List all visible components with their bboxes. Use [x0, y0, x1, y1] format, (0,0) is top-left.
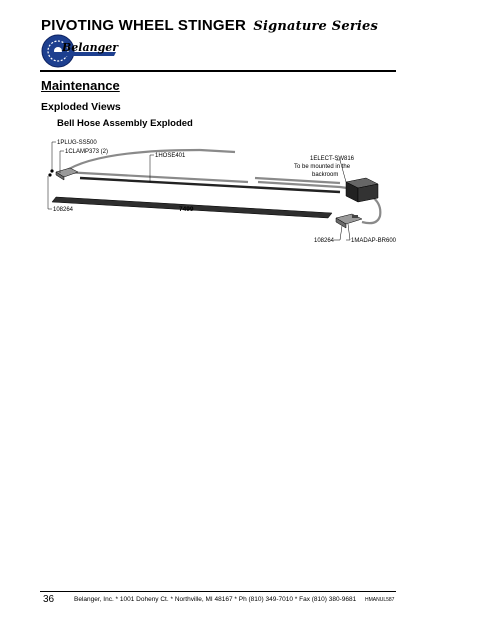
series-subtitle: Signature Series [253, 19, 378, 34]
section-title: Maintenance [41, 78, 120, 93]
logo-wordmark: Belanger [62, 41, 119, 54]
footer-address: Belanger, Inc. * 1001 Doheny Ct. * Northville, MI 48167 * Ph (810) 349-7010 * Fax (810) 380-9681 [74, 596, 357, 603]
label-part-left: 108264 [53, 207, 74, 213]
label-part-right: 108264 [314, 238, 335, 244]
footer-divider [40, 591, 396, 592]
electrical-switch-box [346, 178, 378, 202]
left-fitting-108264 [48, 168, 78, 180]
footer-doc-code: HMANUL587 [365, 597, 395, 603]
right-fitting-108264 [336, 214, 362, 228]
label-mount-2: backroom [312, 172, 339, 178]
bell-hose-exploded-diagram [40, 134, 440, 264]
label-elect: 1ELECT-SW816 [310, 156, 355, 162]
label-adapter: 1MADAP-BR600 [351, 238, 397, 244]
page-title [41, 17, 378, 34]
page-title-main: PIVOTING WHEEL STINGER [41, 17, 246, 34]
label-clamp: 1CLAMP373 (2) [65, 149, 109, 155]
subsection-title: Exploded Views [41, 101, 121, 113]
label-hose: 1HOSE401 [155, 153, 186, 159]
belanger-logo [40, 33, 120, 69]
label-plug: 1PLUG-SS500 [57, 140, 97, 146]
page-number: 36 [43, 594, 55, 605]
header-divider [40, 70, 396, 72]
label-bar: 7499 [179, 206, 194, 213]
label-mount-1: To be mounted in the [294, 164, 351, 170]
figure-title: Bell Hose Assembly Exploded [57, 118, 193, 129]
